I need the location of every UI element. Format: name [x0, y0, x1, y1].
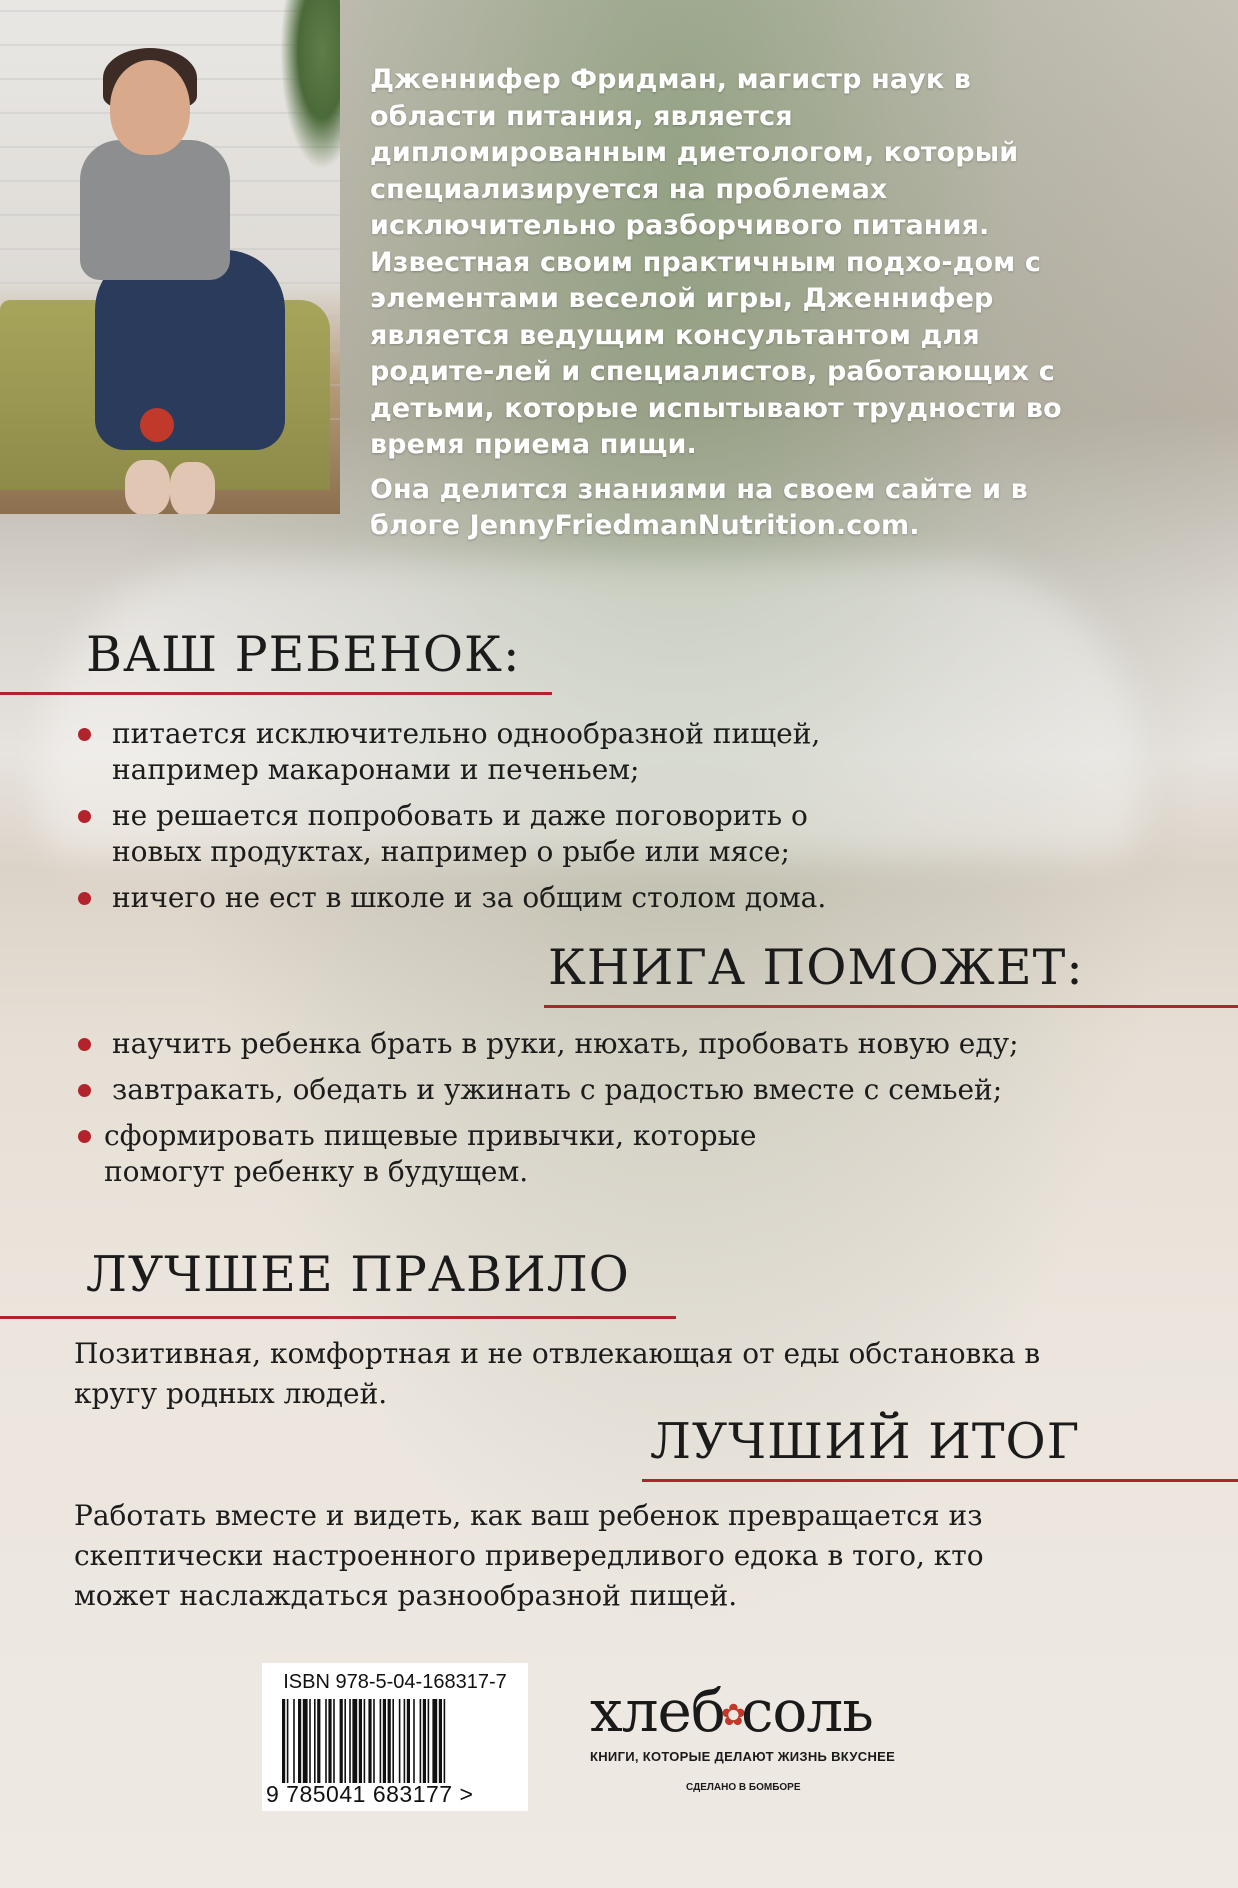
barcode-bar [309, 1699, 311, 1783]
barcode-bar [407, 1699, 410, 1783]
list-item [78, 716, 898, 788]
barcode-bar [404, 1699, 406, 1783]
photo-apple [140, 408, 174, 442]
bullet-dot [78, 810, 91, 823]
photo-shoe [125, 460, 170, 514]
barcode-bar [293, 1699, 295, 1783]
barcode-bar [373, 1699, 375, 1783]
barcode-bar [399, 1699, 401, 1783]
publisher-logo [590, 1677, 900, 1793]
photo-face [110, 60, 190, 155]
barcode-bar [317, 1699, 320, 1783]
barcode-bar [388, 1699, 391, 1783]
barcode-bar [287, 1699, 289, 1783]
list-item-text: не решается попробовать и даже поговорить о новых продуктах, например о рыбе или мясе; [112, 799, 808, 868]
barcode-bar [352, 1699, 357, 1783]
publisher-name-left: хлеб [590, 1677, 725, 1745]
photo-shoe [170, 462, 215, 514]
barcode-bar [359, 1699, 362, 1783]
book-list [78, 1026, 1178, 1200]
barcode-bar [282, 1699, 285, 1783]
barcode-bar [344, 1699, 346, 1783]
heading-rule [0, 1316, 676, 1319]
barcode-bar [432, 1699, 437, 1783]
list-item-text: питается исключительно однообразной пищей, например макаронами и печеньем; [112, 717, 821, 786]
heading-best-result: ЛУЧШИЙ ИТОГ [650, 1413, 1081, 1470]
photo-jeans [95, 250, 285, 450]
barcode-bar [428, 1699, 430, 1783]
barcode-bar [380, 1699, 382, 1783]
heading-your-child: ВАШ РЕБЕНОК: [86, 626, 521, 683]
heading-best-rule: ЛУЧШЕЕ ПРАВИЛО [86, 1246, 630, 1303]
barcode-bar [314, 1699, 316, 1783]
barcode-bar [420, 1699, 422, 1783]
barcode-bar [368, 1699, 371, 1783]
barcode-bar [444, 1699, 446, 1783]
isbn-digits: 9 785041 683177 > [266, 1781, 474, 1807]
best-result-text: Работать вместе и видеть, как ваш ребенок превращается из скептически настроенного привередливого едока в того, кто может наслаждаться разнообразной пищей. [74, 1499, 984, 1612]
barcode-bar [392, 1699, 394, 1783]
author-bio [370, 62, 1070, 545]
isbn-label: ISBN 978-5-04-168317-7 [283, 1671, 507, 1693]
barcode-bar [340, 1699, 343, 1783]
barcode-bar [423, 1699, 426, 1783]
list-item-text: научить ребенка брать в руки, нюхать, пробовать новую еду; [112, 1027, 1019, 1060]
heading-book-helps: КНИГА ПОМОЖЕТ: [548, 939, 1084, 996]
barcode-bar [303, 1699, 308, 1783]
child-list [78, 716, 898, 926]
list-item-text: завтракать, обедать и ужинать с радостью вместе с семьей; [112, 1073, 1003, 1106]
list-item [78, 880, 898, 916]
author-photo [0, 0, 340, 514]
list-item [78, 798, 898, 870]
barcode-bar [383, 1699, 386, 1783]
flower-icon: ✿ [720, 1697, 745, 1733]
best-rule-text: Позитивная, комфортная и не отвлекающая от еды обстановка в кругу родных людей. [74, 1337, 1041, 1410]
author-bio-site: Она делится знаниями на своем сайте и в блоге JennyFriedmanNutrition.com. [370, 473, 1028, 541]
publisher-imprint: СДЕЛАНО В БОМБОРЕ [686, 1781, 801, 1793]
photo-plant [280, 0, 340, 170]
bullet-dot [78, 1130, 91, 1143]
list-item-text: ничего не ест в школе и за общим столом дома. [112, 881, 827, 914]
barcode-bar [333, 1699, 335, 1783]
publisher-tagline: КНИГИ, КОТОРЫЕ ДЕЛАЮТ ЖИЗНЬ ВКУСНЕЕ [590, 1748, 896, 1764]
list-item [78, 1072, 1178, 1108]
bullet-dot [78, 728, 91, 741]
photo-shirt [80, 140, 230, 280]
publisher-name-right: соль [740, 1677, 873, 1745]
barcode-bar [328, 1699, 331, 1783]
publisher-name [590, 1677, 900, 1747]
heading-rule [642, 1479, 1238, 1482]
barcode-bar [439, 1699, 442, 1783]
list-item-text: сформировать пищевые привычки, которые помогут ребенку в будущем. [104, 1119, 757, 1188]
bullet-dot [78, 892, 91, 905]
barcode-bar [413, 1699, 415, 1783]
list-item [78, 1026, 1178, 1062]
heading-rule [0, 692, 552, 695]
barcode-icon [282, 1699, 508, 1783]
barcode-bar [298, 1699, 301, 1783]
list-item [78, 1118, 824, 1190]
heading-rule [544, 1005, 1238, 1008]
bullet-dot [78, 1084, 91, 1097]
author-bio-paragraph: Дженнифер Фридман, магистр наук в области питания, является дипломированным диетологом, который специализируется на проблемах исключительно разборчивого питания. Известная своим практичным подхо-дом с элементами веселой игры, Дженнифер является ведущим консультантом для родите-лей и специалистов, работающих с детьми, которые испытывают трудности во время приема пищи. [370, 64, 1062, 460]
barcode-bar [364, 1699, 366, 1783]
bullet-dot [78, 1038, 91, 1051]
barcode-bar [325, 1699, 327, 1783]
barcode-bar [349, 1699, 351, 1783]
isbn-barcode-box [262, 1663, 528, 1811]
